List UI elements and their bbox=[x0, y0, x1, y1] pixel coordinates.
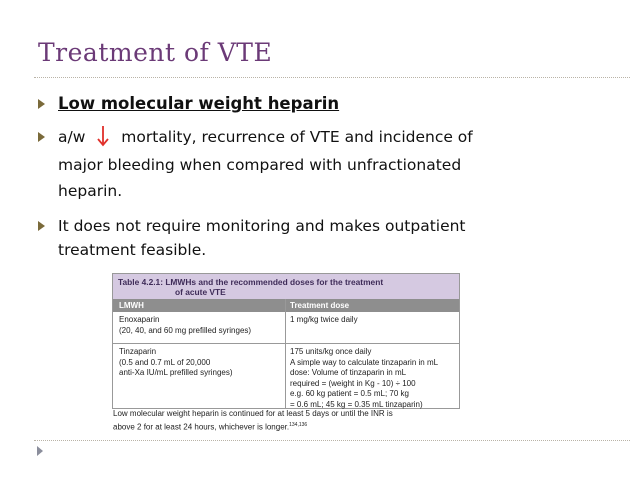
bullet-3-line-2: treatment feasible. bbox=[58, 241, 207, 259]
footnote-line-2-wrap bbox=[113, 420, 393, 433]
table-caption-line-1: Table 4.2.1: LMWHs and the recommended doses for the treatment bbox=[118, 277, 384, 287]
table-header-dose: Treatment dose bbox=[290, 301, 350, 310]
bullet-2-line-1-text: mortality, recurrence of VTE and incidence of bbox=[121, 128, 473, 146]
cell-line: e.g. 60 kg patient = 0.5 mL; 70 kg bbox=[290, 389, 409, 398]
table-caption bbox=[113, 274, 459, 299]
cell-line: required = (weight in Kg - 10) ÷ 100 bbox=[290, 378, 416, 388]
cell-line: (0.5 and 0.7 mL of 20,000 bbox=[119, 357, 211, 367]
bullet-1-text: Low molecular weight heparin bbox=[58, 94, 340, 113]
cell-line: (20, 40, and 60 mg prefilled syringes) bbox=[119, 325, 252, 335]
cell-line: anti-Xa IU/mL prefilled syringes) bbox=[119, 368, 233, 377]
cell-line: = 0.6 mL; 45 kg = 0.35 mL tinzaparin) bbox=[290, 399, 423, 409]
table-header-lmwh: LMWH bbox=[119, 301, 144, 310]
table-cell-lmwh bbox=[119, 347, 233, 379]
bullet-arrow-icon bbox=[38, 221, 45, 231]
bullet-2-line-1 bbox=[58, 125, 473, 149]
bottom-divider bbox=[34, 440, 630, 441]
table-row bbox=[113, 344, 459, 408]
down-arrow-icon bbox=[94, 125, 112, 147]
cell-line: Enoxaparin bbox=[119, 315, 160, 324]
bullet-2-line-2: major bleeding when compared with unfractionated bbox=[58, 156, 462, 174]
table-cell-dose bbox=[290, 347, 438, 410]
table-column-divider bbox=[285, 299, 286, 408]
cell-line: 175 units/kg once daily bbox=[290, 347, 372, 356]
cell-line: A simple way to calculate tinzaparin in mL bbox=[290, 357, 439, 367]
footnote-ref: 134,136 bbox=[289, 421, 308, 428]
slide-title: Treatment of VTE bbox=[38, 38, 273, 67]
lmwh-dose-table bbox=[112, 273, 460, 409]
corner-arrow-icon bbox=[37, 446, 43, 456]
footnote-line-2: above 2 for at least 24 hours, whichever is longer. bbox=[113, 422, 290, 432]
table-row bbox=[113, 312, 459, 344]
table-header-row bbox=[113, 299, 459, 312]
title-divider bbox=[34, 77, 630, 78]
bullet-3-line-1: It does not require monitoring and makes outpatient bbox=[58, 217, 466, 235]
bullet-arrow-icon bbox=[38, 99, 45, 109]
bullet-2-prefix: a/w bbox=[58, 128, 86, 146]
table-caption-line-2: of acute VTE bbox=[175, 287, 226, 297]
footnote-line-1: Low molecular weight heparin is continued for at least 5 days or until the INR is bbox=[113, 409, 393, 418]
cell-line: dose: Volume of tinzaparin in mL bbox=[290, 368, 407, 377]
table-cell-lmwh bbox=[119, 315, 251, 336]
table-footnote bbox=[113, 409, 393, 433]
cell-line: 1 mg/kg twice daily bbox=[290, 315, 358, 324]
cell-line: Tinzaparin bbox=[119, 347, 157, 356]
bullet-2-line-3: heparin. bbox=[58, 182, 123, 200]
table-cell-dose bbox=[290, 315, 358, 326]
bullet-arrow-icon bbox=[38, 132, 45, 142]
